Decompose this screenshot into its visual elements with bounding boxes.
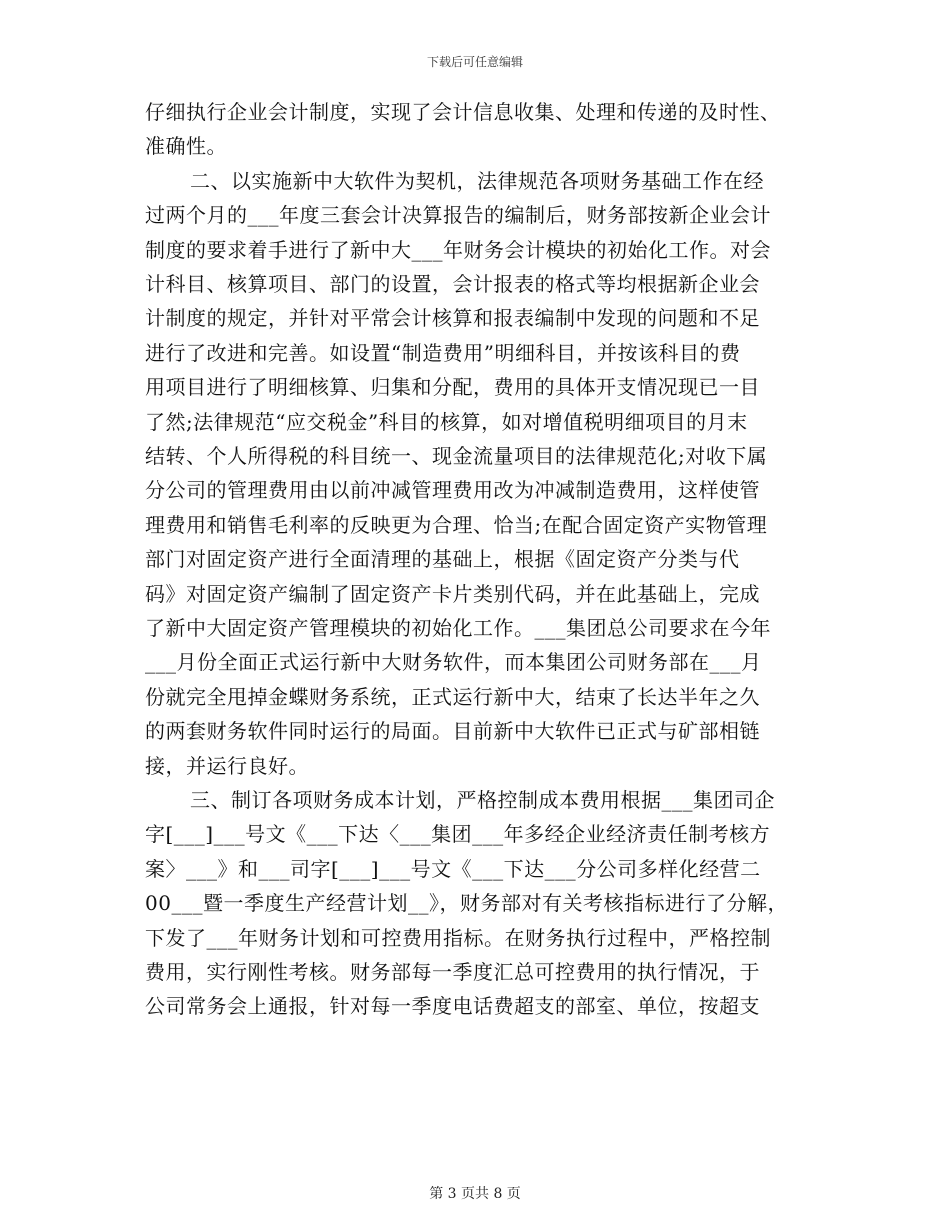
text-line: 计科目、核算项目、部门的设置，会计报表的格式等均根据新企业会	[145, 272, 760, 296]
text-line: 码》对固定资产编制了固定资产卡片类别代码，并在此基础上，完成	[145, 581, 760, 606]
text-line: 进行了改进和完善。如设置“制造费用”明细科目，并按该科目的费	[145, 340, 741, 365]
text-line: ___月份全面正式运行新中大财务软件，而本集团公司财务部在___月	[145, 650, 762, 675]
text-line: 公司常务会上通报，针对每一季度电话费超支的部室、单位，按超支	[145, 994, 760, 1019]
page-header: 下载后可任意编辑	[426, 55, 523, 69]
text-line: 00___暨一季度生产经营计划__》，财务部对有关考核指标进行了分解，	[145, 891, 788, 916]
text-line: 过两个月的___年度三套会计决算报告的编制后，财务部按新企业会计	[145, 203, 771, 228]
text-line: 了新中大固定资产管理模块的初始化工作。___集团总公司要求在今年	[145, 616, 771, 640]
text-line: 部门对固定资产进行全面清理的基础上，根据《固定资产分类与代	[145, 547, 740, 572]
text-line: 接，并运行良好。	[145, 753, 309, 778]
text-line: 费用，实行刚性考核。财务部每一季度汇总可控费用的执行情况，于	[145, 960, 760, 984]
text-line: 用项目进行了明细核算、归集和分配，费用的具体开支情况现已一目	[145, 375, 760, 400]
text-line: 准确性。	[145, 134, 227, 159]
text-line: 理费用和销售毛利率的反映更为合理、恰当;在配合固定资产实物管理	[145, 512, 768, 537]
text-line: 结转、个人所得税的科目统一、现金流量项目的法律规范化;对收下属	[145, 444, 768, 468]
page-footer: 第 3 页共 8 页	[429, 1186, 521, 1202]
text-line: 了然;法律规范“应交税金”科目的核算，如对增值税明细项目的月末	[145, 409, 748, 434]
text-line: 计制度的规定，并针对平常会计核算和报表编制中发现的问题和不足	[145, 306, 760, 331]
text-line: 字[___]___号文《___下达〈___集团___年多经企业经济责任制考核方	[145, 822, 771, 847]
text-line: 二、以实施新中大软件为契机，法律规范各项财务基础工作在经	[190, 168, 764, 193]
text-line: 案〉___》和___司字[___]___号文《___下达___分公司多样化经营二	[145, 856, 761, 881]
text-line: 份就完全甩掉金蝶财务系统，正式运行新中大，结束了长达半年之久	[145, 684, 760, 709]
text-line: 仔细执行企业会计制度，实现了会计信息收集、处理和传递的及时性、	[145, 100, 781, 124]
text-line: 制度的要求着手进行了新中大___年财务会计模块的初始化工作。对会	[145, 237, 771, 262]
text-line: 三、制订各项财务成本计划，严格控制成本费用根据___集团司企	[190, 788, 775, 812]
text-line: 的两套财务软件同时运行的局面。目前新中大软件已正式与矿部相链	[145, 719, 760, 744]
text-line: 下发了___年财务计划和可控费用指标。在财务执行过程中，严格控制	[145, 925, 771, 950]
text-line: 分公司的管理费用由以前冲减管理费用改为冲减制造费用，这样使管	[145, 478, 760, 503]
